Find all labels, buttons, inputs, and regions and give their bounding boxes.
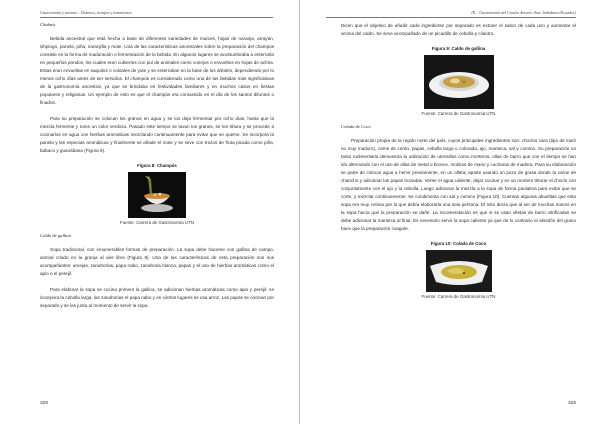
figure-8-caption: Figura 8: Champús <box>137 163 177 168</box>
left-page-number: 326 <box>40 401 49 406</box>
section-heading-colada-de-coco: Colada de Coco <box>341 124 371 129</box>
paragraph: Para elaborar la sopa se cocina primero la gallina, se adicionan hierbas aromáticas como apio y perejil, se incorpora la cebolla larga, las zanahorias el papa nabo y en ciertos lugares se usa arroz. Las papas se cocinan por separado y se las junta al momento de servir la sopa. <box>40 287 274 308</box>
right-text-column <box>341 22 576 307</box>
figure-10-colada-de-coco-photo <box>426 250 492 292</box>
section-heading-caldo-de-gallina: Caldo de gallina <box>40 233 71 238</box>
figure-8-source: Fuente: Carrera de Gastronomía UTN <box>120 220 194 225</box>
section-heading-chahuis: Chahuis <box>40 22 56 27</box>
figure-10-source: Fuente: Carrera de Gastronomía UTN <box>421 294 496 299</box>
right-page-number: 325 <box>567 401 576 406</box>
right-page <box>300 0 600 424</box>
left-header-rule <box>40 17 273 18</box>
figure-9-caption: Figura 9: Caldo de gallina <box>431 46 486 51</box>
right-header-rule <box>326 17 576 18</box>
figure-10-caption: Figura 10: Colada de Coco <box>430 241 487 246</box>
figure-9-source: Fuente: Carrera de Gastronomía UTN <box>421 111 496 116</box>
paragraph: Dicen que el objetivo de añadir cada ingrediente por separado es extraer el sabor de cada uno y aumentar el aroma del caldo. Se sirve acompañado de un picadillo de cebolla y cilantro. <box>341 23 576 36</box>
right-running-head: III – Gastronomía del Cantón Antonio Ante, Imbabura (Ecuador) <box>471 10 576 15</box>
paragraph: Para su preparación se colocan los granos en agua y se los deja fermentar por ocho días, hasta que la mezcla fermente y tome un color verdoso. Pasado este tiempo se lavan los granos, se los tritura y se procede a cocinarlos en agua con hierbas aromáticas mezclando continuamente para evitar que se queme. Se incorpora la panela y las especias aromáticas y finalmente se añade el mote y se sirve con trozos de fruta picada como piña, babaco y guanábana (Figura 8). <box>40 116 274 153</box>
figure-8-champus-photo <box>128 172 186 218</box>
paragraph: Sopa tradicional, con innumerables formas de preparación. La sopa debe hacerse con gallina de campo, animal criado en la granja al aire libre (Figura 9). Una de las características de esta preparación son sus acompañantes: arvejas, zanahorias, papa nabo, zanahoria blanca, papas y el uso de hierbas aromáticas como el apio o el perejil. <box>40 247 274 276</box>
left-text-column <box>40 22 274 318</box>
paragraph: Preparación propia de la región norte del país, cuyos principales ingredientes son: choclos cara (tipo de maíz no muy maduro), carne de cerdo, papas, cebolla larga o colorada, ajo, manteca, sal y comino. Su preparación un tanto rudimentaria demuestra la utilización de utensilios como morteros, ollas de barro que con el tiempo se han ido alternando con el uso de ollas de metal o bronce, molinos de mano y cucharas de madera. Para su elaboración se parte de colocar agua a hervir previamente, en un olleta; aparte usando un pozo de grasa donde la carne de chancho y adicionar las papas trozadas. Verter el agua caliente, dejar cocinar y en un mortero triturar el choclo con conjuntamente con el ajo y la cebolla. Luego adicionar la mezcla a la sopa de forma paulatina para evitar que se corte, y mezclar continuamente. Se condimenta con sal y comino (Figura 10). Cuentan algunas abuelitas que esta sopa era muy celosa por lo que debía elaborarla una sola persona. El mito decía que al ser de muchas manos en la sopa hacía que la preparación se dañe. La recomendación es que si se usan olletas de barro vitrificadas se debe adicionar la manteca al final. Es necesario servir la sopa caliente ya que de lo contrario el almidón del grano hace que la preparación coagule. <box>341 138 576 231</box>
figure-9-caldo-de-gallina-photo <box>424 55 494 109</box>
paragraph: Bebida ancestral que está hecha a base de diferentes variedades de maíces, hojas de naranja, arrayán, ishpingo, panela, piña, naranjilla y mote. Una de las características ancestrales sobre la preparación del champús consiste en la forma de maduración o fermentación de la bebida. En algunos lugares se acostumbraba a enterrarla en pequeños pondos, los cuales eran cubiertos con pul de animales como conejos o envueltos en hojas de achira. Estas eran envueltas en saquitos o costales de yute y se enterraban en la base de los árboles, dependiendo por lo menos ocho días antes de ser servidos. El champús es considerado como una de las bebidas más significativas de la gastronomía ancestral, ya que se brindaba en festividades familiares y en muchos casos en fiestas populares y religiosas. Un ejemplo de esto es que el champús era consumido en el día de los santos difuntos o finados. <box>40 36 274 105</box>
left-running-head: Gastronomía y turismo – Destinos, tiempos y tenimientos <box>40 10 132 15</box>
